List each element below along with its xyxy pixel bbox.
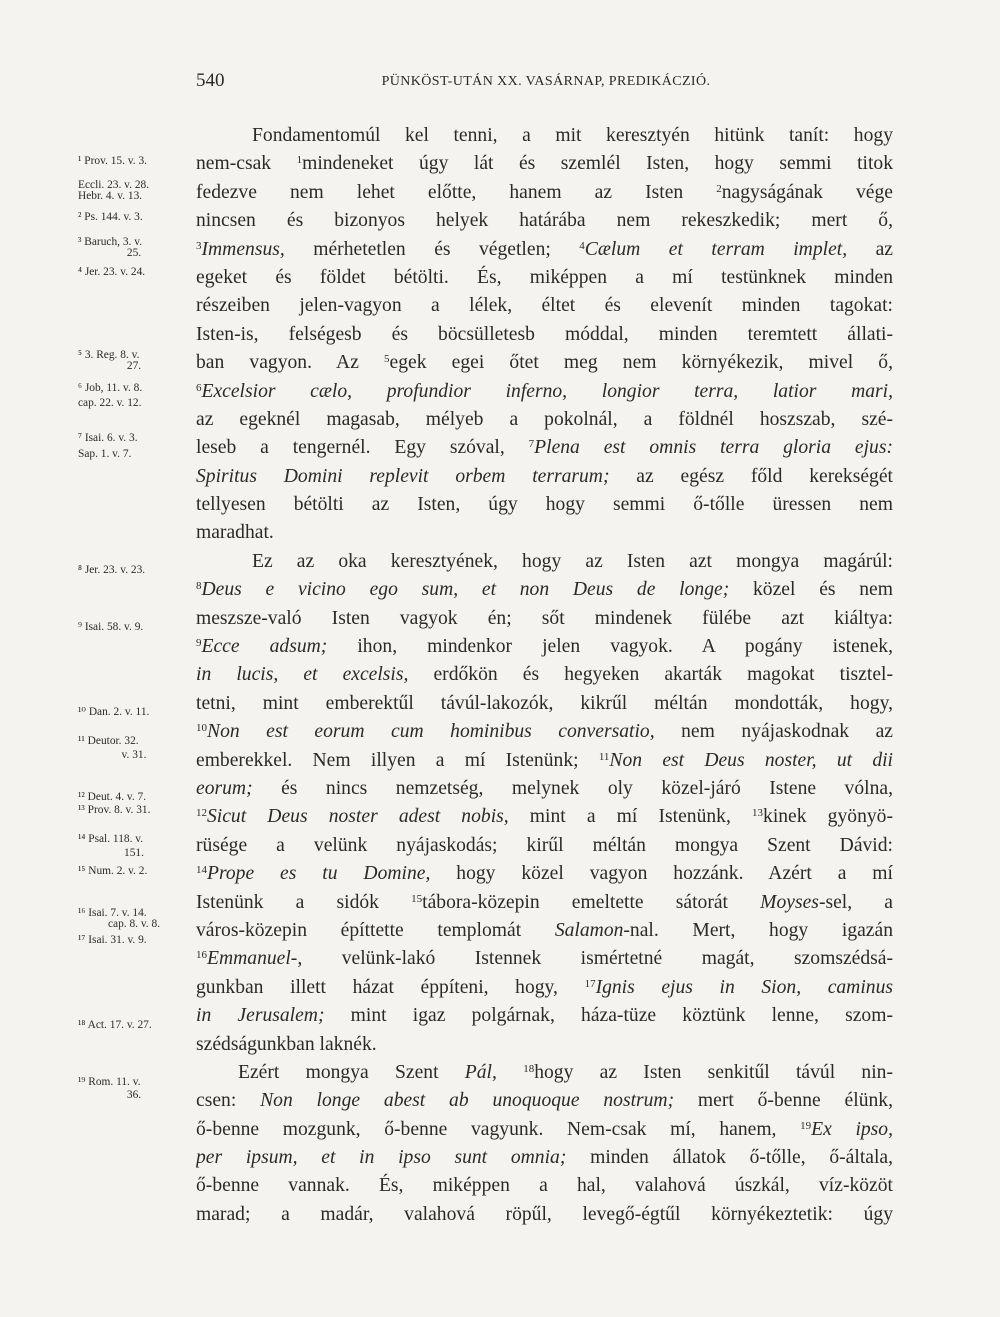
margin-note: ¹⁶ Isai. 7. v. 14. cap. 8. v. 8. [78, 907, 161, 930]
margin-note: ¹⁸ Act. 17. v. 27. [78, 1019, 152, 1031]
text-line: gunkban illett házat éppíteni, hogy, $^{17}$Ignis ejus in Sion, caminus [196, 976, 893, 998]
text-line: marad; a madár, valahová röpűl, levegő-égtűl környékeztetik: úgy [196, 1203, 893, 1225]
text-line: per ipsum, et in ipso sunt omnia; minden állatok ő-tőlle, ő-általa, [196, 1147, 893, 1169]
text-line: $^8$Deus e vicino ego sum, et non Deus de longe; közel és nem [196, 579, 893, 601]
text-line: fedezve nem lehet előtte, hanem az Isten $^2$nagyságának vége [196, 181, 893, 203]
text-line: in Jerusalem; mint igaz polgárnak, háza-tüze köztünk lenne, szom- [196, 1005, 893, 1027]
text-line: Spiritus Domini replevit orbem terrarum; az egész főld kerekségét [196, 465, 893, 487]
text-line: egeket és földet bétölti. És, miképpen a mí testünknek minden [196, 266, 893, 288]
text-line: város-közepin építtette templomát Salamon-nal. Mert, hogy igazán [196, 919, 893, 941]
text-line: $^6$Excelsior cælo, profundior inferno, longior terra, latior mari, [196, 380, 893, 402]
margin-note: ⁴ Jer. 23. v. 24. [78, 266, 146, 278]
text-line: $^{12}$Sicut Deus noster adest nobis, mint a mí Istenünk, $^{13}$kinek gyönyö- [196, 806, 893, 828]
text-line: Istenünk a sidók $^{15}$tábora-közepin emeltette sátorát Moyses-sel, a [196, 891, 893, 913]
text-line: tellyesen bétölti az Isten, úgy hogy semmi ő-tőlle üressen nem [196, 494, 893, 516]
text-line: nincsen és bizonyos helyek határába nem rekeszkedik; mert ő, [196, 210, 893, 232]
margin-note: ⁶ Job, 11. v. 8. cap. 22. v. 12. [78, 382, 143, 409]
margin-note: ¹⁵ Num. 2. v. 2. [78, 865, 148, 877]
text-line: emberekkel. Nem illyen a mí Istenünk; $^{11}$Non est Deus noster, ut dii [196, 749, 893, 771]
text-line: eorum; és nincs nemzetség, melynek oly közel-járó Istene vólna, [196, 777, 893, 799]
text-line: részeiben jelen-vagyon a lélek, éltet és elevenít minden tagokat: [196, 295, 893, 317]
text-line: $^{16}$Emmanuel-, velünk-lakó Istennek ismértetné magát, szomszédsá- [196, 948, 893, 970]
text-line: Fondamentomúl kel tenni, a mit keresztyén hitünk tanít: hogy [252, 125, 893, 146]
text-line: rüsége a velünk nyájaskodás; kirűl méltán mongya Szent Dávid: [196, 834, 893, 856]
margin-note: ⁹ Isai. 58. v. 9. [78, 621, 144, 633]
text-line: $^{10}$Non est eorum cum hominibus conversatio, nem nyájaskodnak az [196, 721, 893, 743]
margin-note: ¹⁴ Psal. 118. v. 151. [78, 833, 144, 859]
margin-note: ¹¹ Deutor. 32. v. 31. [78, 735, 147, 761]
text-line: Isten-is, felségesb és böcsülletesb móddal, minden teremtett állati- [196, 323, 893, 345]
text-line: tetni, mint emberektűl távúl-lakozók, kikrűl méltán mondották, hogy, [196, 692, 893, 714]
running-title: PÜNKÖST-UTÁN XX. VASÁRNAP, PREDIKÁCZIÓ. [381, 74, 711, 89]
text-line: maradhat. [196, 522, 274, 544]
page-header [196, 70, 896, 100]
text-line: Ez az oka keresztyének, hogy az Isten azt mongya magárúl: [252, 550, 893, 572]
text-line: nem-csak $^1$mindeneket úgy lát és szemlél Isten, hogy semmi titok [196, 153, 893, 175]
text-line: meszsze-való Isten vagyok én; sőt mindenek fülébe azt kiáltya: [196, 607, 893, 629]
body-text [196, 122, 893, 1229]
text-line: leseb a tengernél. Egy szóval, $^7$Plena est omnis terra gloria ejus: [196, 437, 893, 459]
text-line: ban vagyon. Az $^5$egek egei őtet meg nem környékezik, mivel ő, [196, 352, 893, 374]
margin-note: ⁸ Jer. 23. v. 23. [78, 564, 146, 576]
text-line: Ezért mongya Szent Pál, $^{18}$hogy az Isten senkitűl távúl nin- [238, 1061, 893, 1083]
text-line: ő-benne vannak. És, miképpen a hal, valahová úszkál, víz-közöt [196, 1175, 893, 1197]
text-line: in lucis, et excelsis, erdőkön és hegyeken akarták magokat tisztel- [196, 664, 893, 686]
text-line: $^9$Ecce adsum; ihon, mindenkor jelen vagyok. A pogány istenek, [196, 636, 893, 658]
text-line: csen: Non longe abest ab unoquoque nostrum; mert ő-benne élünk, [196, 1090, 893, 1112]
page-number: 540 [196, 70, 225, 91]
margin-note: ¹ Prov. 15. v. 3. Eccli. 23. v. 28. Hebr. 4. v. 13. [78, 155, 150, 202]
margin-note: ¹⁷ Isai. 31. v. 9. [78, 934, 147, 946]
margin-note: ² Ps. 144. v. 3. [78, 211, 143, 223]
margin-note: ¹³ Prov. 8. v. 31. [78, 804, 151, 816]
margin-note: ³ Baruch, 3. v. 25. [78, 236, 143, 259]
text-line: $^3$Immensus, mérhetetlen és végetlen; $^4$Cælum et terram implet, az [196, 238, 893, 260]
margin-note: ¹⁹ Rom. 11. v. 36. [78, 1076, 142, 1101]
margin-note: ¹⁰ Dan. 2. v. 11. [78, 706, 150, 718]
text-line: szédságunkban laknék. [196, 1033, 377, 1055]
text-line: az egeknél magasab, mélyeb a pokolnál, a földnél hoszszab, szé- [196, 408, 893, 430]
text-line: $^{14}$Prope es tu Domine, hogy közel vagyon hozzánk. Azért a mí [196, 863, 893, 885]
margin-note: ⁷ Isai. 6. v. 3. Sap. 1. v. 7. [78, 432, 138, 460]
margin-note: ⁵ 3. Reg. 8. v. 27. [78, 349, 142, 372]
text-line: ő-benne mozgunk, ő-benne vagyunk. Nem-csak mí, hanem, $^{19}$Ex ipso, [196, 1118, 893, 1140]
margin-note: ¹² Deut. 4. v. 7. [78, 791, 147, 803]
